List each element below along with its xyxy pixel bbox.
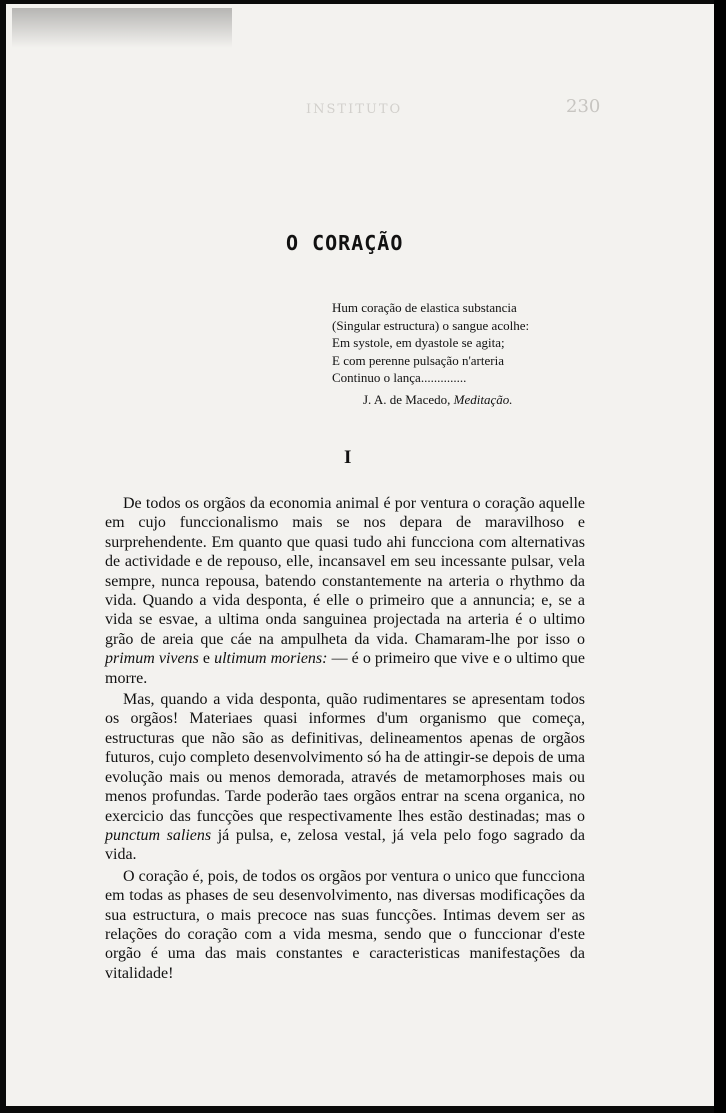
- latin-term: punctum saliens: [105, 826, 212, 844]
- epigraph-line: E com perenne pulsação n'arteria: [332, 352, 504, 368]
- paragraph-1: [105, 494, 585, 688]
- running-head: INSTITUTO: [306, 102, 403, 117]
- epigraph: [332, 299, 529, 387]
- paragraph-text: — é o primeiro que vive e o ultimo que morre.: [105, 650, 586, 687]
- paragraph-text: e: [202, 650, 211, 668]
- section-number: I: [344, 447, 352, 468]
- scan-shadow: [12, 8, 232, 48]
- paragraph-3: O coração é, pois, de todos os orgãos por ventura o unico que funcciona em todas as phases de seu desenvolvimento, nas diversas modificações da sua estructura, o mais precoce nas suas funcções. Intimas devem ser as relações do coração com a vida mesma, sendo que o funccionar d'este orgão é uma das mais constantes e caracteristicas manifestações da vitalidade!: [105, 867, 585, 982]
- epigraph-author: J. A. de Macedo,: [363, 392, 451, 407]
- paragraph-2: [105, 690, 585, 865]
- scan-border: [714, 0, 726, 1113]
- article-title: O CORAÇÃO: [286, 231, 404, 255]
- paragraph-text: De todos os orgãos da economia animal é por ventura o coração aquelle em cujo funccionalismo mais se nos depara de maravilhoso e surprehendente. Em quanto que quasi tudo ahi funcciona com alternativas de actividade e de repouso, elle, incansavel em seu incessante pulsar, vela sempre, nunca repousa, batendo constantemente na arteria o rhythmo da vida. Quando a vida desponta, é elle o primeiro que a annuncia; e, se a vida se esvae, a ultima onda sanguinea projectada na arteria é o ultimo grão de areia que cáe na ampulheta da vida. Chamaram-lhe por isso o: [105, 495, 585, 648]
- latin-term: ultimum moriens:: [214, 650, 328, 668]
- epigraph-work: Meditação.: [453, 392, 513, 407]
- latin-term: primum vivens: [105, 650, 199, 668]
- paragraph-text: já pulsa, e, zelosa vestal, já vela pelo fogo sagrado da vida.: [105, 826, 586, 864]
- body-text: [105, 494, 585, 983]
- epigraph-line: Hum coração de elastica substancia: [332, 300, 517, 315]
- epigraph-line: (Singular estructura) o sangue acolhe:: [332, 317, 530, 333]
- epigraph-line: Em systole, em dyastole se agita;: [332, 335, 505, 350]
- page-number: 230: [566, 96, 601, 117]
- epigraph-attribution: [363, 392, 512, 408]
- epigraph-line: Continuo o lança..............: [332, 370, 467, 385]
- scanned-page: [6, 4, 714, 1106]
- paragraph-text: Mas, quando a vida desponta, quão rudimentares se apresentam todos os orgãos! Materiaes quasi informes d'um organismo que começa, estructuras que não são as definitivas, delineamentos apenas de orgãos futuros, cujo completo desenvolvimento só ha de attingir-se depois de uma evolução mais ou menos demorada, através de metamorphoses mais ou menos profundas. Tarde poderão taes orgãos entrar na scena organica, no exercicio das funcções que respectivamente lhes estão destinadas; mas o: [105, 691, 585, 825]
